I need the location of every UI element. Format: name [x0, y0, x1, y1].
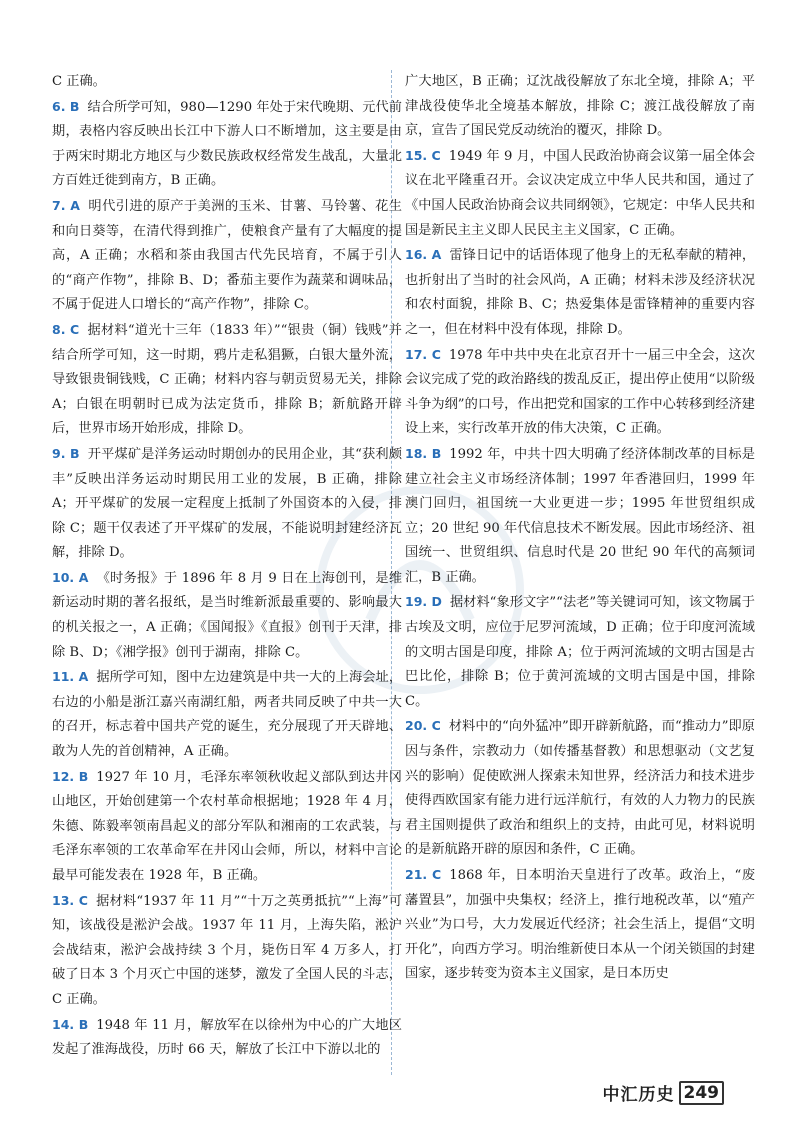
answer-number: 12. B [52, 768, 89, 784]
page-number: 249 [679, 1081, 725, 1105]
answer-item-15 [405, 144, 755, 243]
answer-number: 10. A [52, 569, 89, 585]
answer-number: 11. A [52, 669, 89, 685]
answer-number: 18. B [405, 445, 442, 461]
answer-text: 1948 年 11 月，解放军在以徐州为中心的广大地区发起了淮海战役，历时 66 天，解放了长江中下游以北的 [52, 1017, 402, 1058]
answer-item-7 [52, 194, 402, 318]
answer-text: 雷锋日记中的话语体现了他身上的无私奉献的精神，也折射出了当时的社会风尚，A 正确；材料未涉及经济状况和农村面貌，排除 B、C；热爱集体是雷锋精神的重要内容之一，但在材料中没有体现，排除 D。 [405, 248, 756, 337]
footer-title: 中汇历史 [602, 1085, 675, 1105]
answer-text: 据材料“象形文字”“法老”等关键词可知，该文物属于古埃及文明，应位于尼罗河流域，D 正确；位于印度河流域的文明古国是印度，排除 A；位于两河流域的文明古国是古巴比伦，排除 B；位于黄河流域的文明古国是中国，排除 C。 [405, 595, 755, 709]
answer-text: 《时务报》于 1896 年 8 月 9 日在上海创刊，是维新运动时期的著名报纸，是当时维新派最重要的、影响最大的机关报之一，A 正确；《国闻报》《直报》创刊于天津，排除 B、D；《湘学报》创刊于湖南，排除 C。 [52, 570, 403, 660]
answer-number: 21. C [405, 867, 442, 882]
answer-number: 8. C [52, 321, 80, 337]
answer-item-18 [405, 442, 755, 591]
answer-number: 14. B [52, 1016, 89, 1032]
answer-item-8 [52, 318, 402, 442]
answer-number: 13. C [52, 892, 88, 908]
answer-text: 开平煤矿是洋务运动时期创办的民用企业，其“获利颇丰”反映出洋务运动时期民用工业的发展，B 正确，排除 A；开平煤矿的发展一定程度上抵制了外国资本的入侵，排除 C；题干仅表述了开平煤矿的发展，不能说明封建经济瓦解，排除 D。 [52, 446, 402, 561]
answer-item-6 [52, 95, 402, 194]
answer-item-19 [405, 590, 755, 714]
page-footer [603, 1080, 725, 1105]
answer-item-14 [52, 1013, 402, 1063]
continuation-text: C 正确。 [52, 74, 106, 89]
answer-item-12 [52, 765, 402, 889]
answer-text: 材料中的“向外猛冲”即开辟新航路，而“推动力”即原因与条件，宗教动力（如传播基督教）和思想驱动（文艺复兴的影响）促使欧洲人探索未知世界，经济活力和技术进步使得西欧国家有能力进行远洋航行，有效的人力物力的民族君主国则提供了政治和组织上的支持，由此可见，材料说明的是新航路开辟的原因和条件，C 正确。 [405, 719, 755, 858]
answer-item-11 [52, 665, 402, 764]
answer-number: 6. B [52, 98, 80, 114]
answer-number: 17. C [405, 346, 441, 362]
answer-text: 1927 年 10 月，毛泽东率领秋收起义部队到达井冈山地区，开始创建第一个农村革命根据地；1928 年 4 月，朱德、陈毅率领南昌起义的部分军队和湘南的工农武装，与毛泽东率领的工农革命军在井冈山会师，所以，材料中言论最早可能发表在 1928 年，B 正确。 [52, 769, 402, 883]
answer-text: 1949 年 9 月，中国人民政治协商会议第一届全体会议在北平隆重召开。会议决定成立中华人民共和国，通过了《中国人民政治协商会议共同纲领》，它规定：中华人民共和国是新民主主义即人民民主主义国家，C 正确。 [405, 148, 756, 238]
answer-number: 15. C [405, 147, 441, 163]
left-column [52, 70, 402, 1063]
answer-item-13 [52, 889, 402, 1013]
answer-number: 16. A [405, 247, 442, 263]
answer-item-10 [52, 566, 402, 665]
right-column [405, 70, 755, 987]
answer-item-9 [52, 442, 402, 566]
answer-text: 据材料“1937 年 11 月”“十万之英勇抵抗”“上海”可知，该战役是淞沪会战。1937 年 11 月，上海失陷，淞沪会战结束，淞沪会战持续 3 个月，毙伤日军 4 万多人，打破了日本 3 个月灭亡中国的迷梦，激发了全国人民的斗志，C 正确。 [52, 893, 402, 1007]
answer-item-16 [405, 243, 755, 342]
continuation-text: 广大地区，B 正确；辽沈战役解放了东北全境，排除 A；平津战役使华北全境基本解放，排除 C；渡江战役解放了南京，宣告了国民党反动统治的覆灭，排除 D。 [405, 74, 755, 139]
answer-number: 9. B [52, 445, 80, 461]
answer-text: 结合所学可知，980—1290 年处于宋代晚期、元代前期，表格内容反映出长江中下游人口不断增加，这主要是由于两宋时期北方地区与少数民族政权经常发生战乱，大量北方百姓迁徙到南方，B 正确。 [52, 99, 402, 189]
answer-text: 据材料“道光十三年（1833 年）”“银贵（铜）钱贱”并结合所学可知，这一时期，鸦片走私猖獗，白银大量外流，导致银贵铜钱贱，C 正确；材料内容与朝贡贸易无关，排除 A；白银在明朝时已成为法定货币，排除 B；新航路开辟后，世界市场开始形成，排除 D。 [52, 322, 402, 437]
answer-item-21 [405, 863, 755, 987]
answer-item-17 [405, 343, 755, 442]
answer-text: 明代引进的原产于美洲的玉米、甘薯、马铃薯、花生和向日葵等，在清代得到推广，使粮食产量有了大幅度的提高，A 正确；水稻和茶由我国古代先民培育，不属于引人的“商产作物”，排除 B、D；番茄主要作为蔬菜和调味品，不属于促进人口增长的“高产作物”，排除 C。 [52, 198, 402, 313]
answer-text: 1978 年中共中央在北京召开十一届三中全会，这次会议完成了党的政治路线的拨乱反正，提出停止使用“以阶级斗争为纲”的口号，作出把党和国家的工作中心转移到经济建设上来，实行改革开放的伟大决策，C 正确。 [405, 347, 755, 437]
answer-text: 据所学可知，图中左边建筑是中共一大的上海会址，右边的小船是浙江嘉兴南湖红船，两者共同反映了中共一大的召开，标志着中国共产党的诞生，充分展现了开天辟地、敢为人先的首创精神，A 正确。 [52, 670, 403, 760]
answer-number: 7. A [52, 197, 80, 213]
answer-number: 19. D [405, 594, 442, 610]
answer-text: 1992 年，中共十四大明确了经济体制改革的目标是建立社会主义市场经济体制；1997 年香港回归，1999 年澳门回归，祖国统一大业更进一步；1995 年世贸组织成立；20 世纪 90 年代信息技术不断发展。因此市场经济、祖国统一、世贸组织、信息时代是 20 世纪 90 年代的高频词汇，B 正确。 [405, 446, 755, 585]
answer-number: 20. C [405, 718, 441, 734]
answer-item-20 [405, 714, 755, 863]
answer-text: 1868 年，日本明治天皇进行了改革。政治上，“废藩置县”，加强中央集权；经济上，推行地税改革，以“殖产兴业”为口号，大力发展近代经济；社会生活上，提倡“文明开化”，向西方学习。明治维新使日本从一个闭关锁国的封建国家，逐步转变为资本主义国家，是日本历史 [405, 868, 756, 982]
